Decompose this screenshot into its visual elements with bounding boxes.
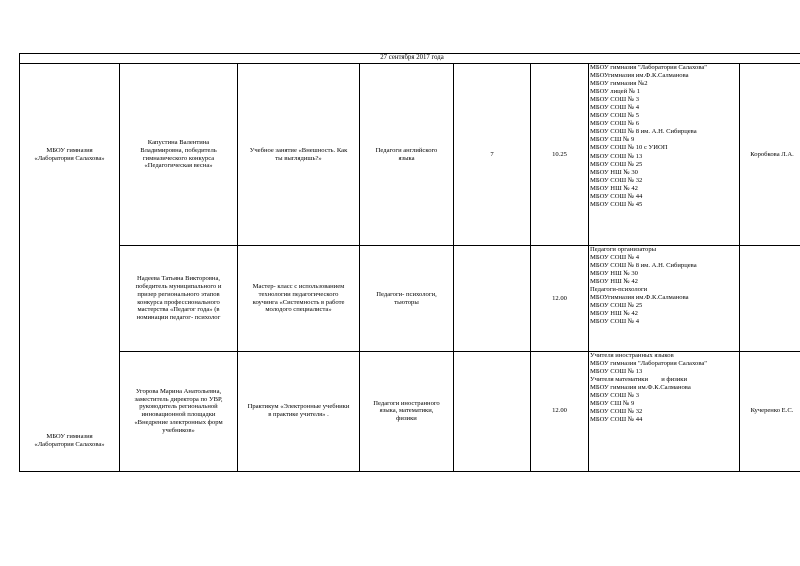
- schools-cell: [589, 64, 740, 246]
- grade-cell: [454, 352, 531, 472]
- topic-line: Учебное занятие «Внешность. Как: [249, 146, 348, 154]
- speaker-line: призер регионального этапов: [137, 290, 220, 298]
- responsible-cell: Коробкова Л.А.: [740, 64, 800, 246]
- organization-cell: [20, 64, 120, 246]
- school-item: МБОУгимназия им.Ф.К.Салманова: [590, 72, 689, 80]
- speaker-line: учебников»: [162, 426, 195, 434]
- school-item: МБОУгимназия им.Ф.К.Салманова: [590, 294, 689, 302]
- topic-line: молодого специалиста»: [265, 306, 332, 314]
- school-item: МБОУ лицей № 1: [590, 88, 641, 96]
- table-row: [20, 352, 800, 472]
- schools-cell: [589, 246, 740, 352]
- schools-cell: [589, 352, 740, 472]
- speaker-cell: [120, 246, 238, 352]
- speaker-line: номинации педагог- психолог: [136, 314, 221, 322]
- school-item: МБОУ СОШ № 45: [590, 200, 643, 208]
- speaker-line: заместитель директора по УВР,: [134, 395, 223, 403]
- speaker-line: Угорова Марина Анатольевна,: [135, 387, 222, 395]
- school-item: МБОУ гимназия №2: [590, 80, 648, 88]
- topic-line: в практике учителя» .: [268, 411, 329, 419]
- grade-cell: 7: [454, 64, 531, 246]
- organization-name: МБОУ гимназия: [46, 146, 93, 154]
- school-item: МБОУ гимназия им.Ф.К.Салманова: [590, 384, 691, 392]
- school-item: МБОУ СОШ № 13: [590, 368, 643, 376]
- organization-cell-empty: [20, 246, 120, 352]
- audience-cell: [360, 352, 454, 472]
- organization-subtitle: «Лаборатория Салахова»: [34, 154, 105, 162]
- audience-cell: [360, 246, 454, 352]
- responsible-cell: [740, 246, 800, 352]
- topic-line: ты выглядишь?»: [275, 154, 322, 162]
- speaker-line: «Педагогическая весна»: [144, 162, 213, 170]
- time-cell: 12.00: [531, 246, 589, 352]
- speaker-line: «Внедрение электронных форм: [134, 419, 223, 427]
- school-item: МБОУ СОШ № 8 им. А.Н. Сибирцева: [590, 128, 697, 136]
- school-item: МБОУ СОШ № 4: [590, 318, 640, 326]
- audience-line: тьюторы: [394, 298, 419, 306]
- audience-line: Педагоги- психологи,: [376, 290, 437, 298]
- school-item: МБОУ СОШ № 4: [590, 254, 640, 262]
- organization-subtitle: «Лаборатория Салахова»: [34, 440, 105, 448]
- date-header: 27 сентября 2017 года: [20, 54, 800, 64]
- responsible-cell: Кучеренко Е.С.: [740, 352, 800, 472]
- school-item: МБОУ СОШ № 4: [590, 104, 640, 112]
- topic-line: технологии педагогического: [258, 290, 339, 298]
- school-item: МБОУ СОШ № 3: [590, 96, 640, 104]
- topic-line: коучинга «Системность в работе: [252, 298, 345, 306]
- grade-cell: [454, 246, 531, 352]
- schedule-table: [19, 53, 800, 472]
- school-item: МБОУ СШ № 9: [590, 400, 635, 408]
- school-item: МБОУ СОШ № 44: [590, 192, 643, 200]
- audience-cell: [360, 64, 454, 246]
- speaker-line: инновационной площадки: [141, 411, 216, 419]
- time-cell: 12.00: [531, 352, 589, 472]
- speaker-line: конкурса профессионального: [137, 298, 220, 306]
- school-item: Педагоги-психологи: [590, 286, 648, 294]
- school-item: МБОУ СОШ № 10 с УИОП: [590, 144, 668, 152]
- school-item: МБОУ СОШ № 13: [590, 152, 643, 160]
- speaker-line: победитель муниципального и: [135, 282, 222, 290]
- audience-line: физики: [396, 415, 417, 423]
- audience-line: языка: [398, 154, 415, 162]
- speaker-cell: [120, 352, 238, 472]
- audience-line: Педагоги английского: [375, 146, 438, 154]
- speaker-line: Надеева Татьяна Викторовна,: [136, 275, 221, 283]
- school-item: МБОУ НШ № 30: [590, 168, 638, 176]
- school-item: МБОУ СОШ № 44: [590, 416, 643, 424]
- topic-line: Практикум «Электронные учебники: [247, 403, 350, 411]
- school-item: Учителя математики и физики: [590, 376, 688, 384]
- date-header-row: [20, 54, 800, 64]
- organization-name: МБОУ гимназия: [46, 432, 93, 440]
- school-item: МБОУ НШ № 42: [590, 310, 638, 318]
- school-item: Учителя иностранных языков: [590, 352, 674, 359]
- school-item: МБОУ СОШ № 25: [590, 160, 643, 168]
- school-item: МБОУ СОШ № 32: [590, 408, 643, 416]
- topic-cell: [238, 352, 360, 472]
- organization-cell: [20, 352, 120, 472]
- school-item: МБОУ НШ № 42: [590, 184, 638, 192]
- school-item: МБОУ СОШ № 25: [590, 302, 643, 310]
- school-item: Педагоги организаторы: [590, 246, 657, 253]
- school-item: МБОУ гимназия "Лаборатория Салахова": [590, 360, 707, 368]
- time-cell: 10.25: [531, 64, 589, 246]
- topic-cell: [238, 246, 360, 352]
- topic-cell: [238, 64, 360, 246]
- speaker-line: руководитель региональной: [139, 403, 218, 411]
- school-item: МБОУ гимназия "Лаборатория Салахова": [590, 64, 707, 71]
- school-item: МБОУ НШ № 30: [590, 270, 638, 278]
- topic-line: Мастер- класс с использованием: [252, 282, 345, 290]
- speaker-line: Владимировна, победитель: [140, 146, 217, 154]
- school-item: МБОУ СОШ № 6: [590, 120, 640, 128]
- table-row: [20, 64, 800, 246]
- speaker-line: Капустина Валентина: [147, 138, 210, 146]
- audience-line: Педагоги иностранного: [373, 399, 440, 407]
- speaker-line: гимназического конкурса: [142, 154, 215, 162]
- school-item: МБОУ СОШ № 32: [590, 176, 643, 184]
- table-row: [20, 246, 800, 352]
- speaker-cell: [120, 64, 238, 246]
- school-item: МБОУ СОШ № 5: [590, 112, 640, 120]
- school-item: МБОУ НШ № 42: [590, 278, 638, 286]
- school-item: МБОУ СОШ № 8 им. А.Н. Сибирцева: [590, 262, 697, 270]
- school-item: МБОУ СОШ № 3: [590, 392, 640, 400]
- audience-line: языка, математики,: [379, 407, 434, 415]
- school-item: МБОУ СШ № 9: [590, 136, 635, 144]
- speaker-line: мастерства «Педагог года» (в: [137, 306, 220, 314]
